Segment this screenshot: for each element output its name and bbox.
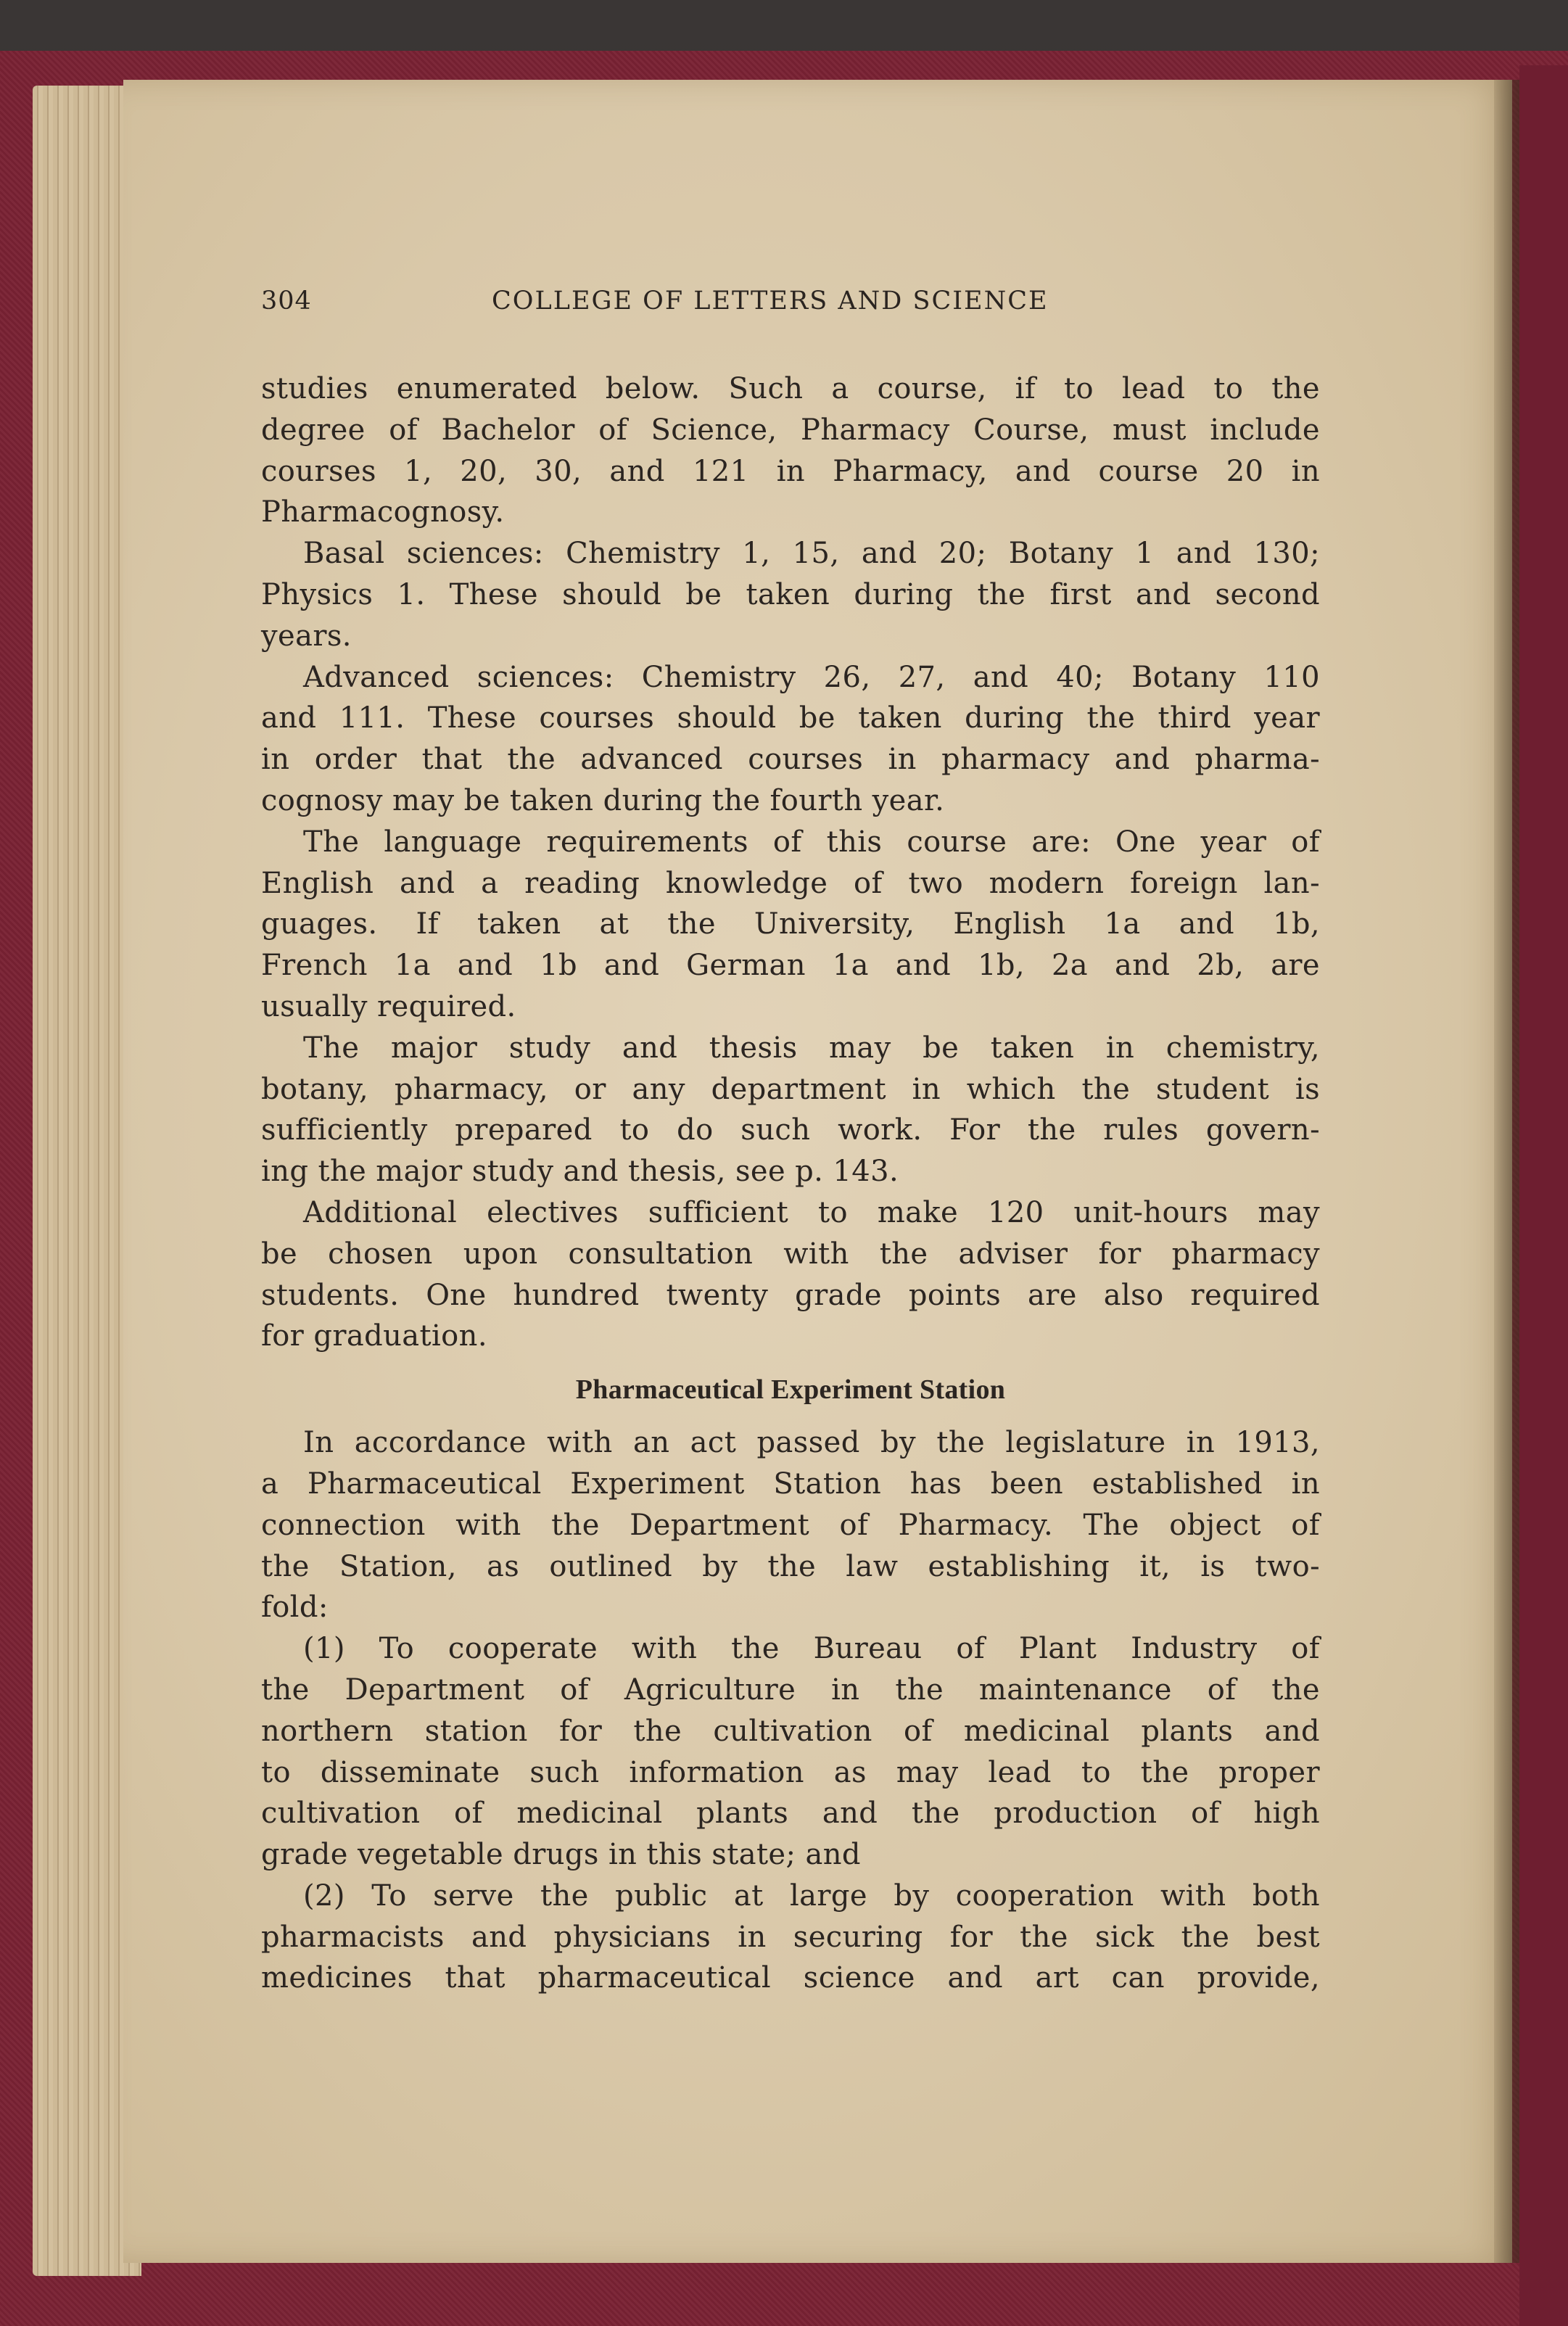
- text-line: (1) To cooperate with the Bureau of Plant Industry of: [303, 1632, 1320, 1666]
- text-line: Additional electives sufficient to make 120 unit-hours may: [303, 1195, 1320, 1229]
- page-number: 304: [261, 286, 312, 316]
- text-line: the Station, as outlined by the law establishing it, is two-: [261, 1549, 1320, 1583]
- text-line: to disseminate such information as may lead to the proper: [261, 1755, 1320, 1789]
- text-line: for graduation.: [261, 1319, 487, 1353]
- text-line: studies enumerated below. Such a course, if to lead to the: [261, 372, 1320, 405]
- page-header: [261, 286, 1320, 316]
- text-line: connection with the Department of Pharmacy. The object of: [261, 1508, 1320, 1542]
- text-line: Physics 1. These should be taken during the first and second: [261, 577, 1320, 611]
- text-line: degree of Bachelor of Science, Pharmacy Course, must include: [261, 413, 1320, 447]
- text-line: The major study and thesis may be taken in chemistry,: [303, 1031, 1320, 1065]
- text-line: English and a reading knowledge of two modern foreign lan-: [261, 866, 1320, 900]
- text-line: Advanced sciences: Chemistry 26, 27, and 40; Botany 110: [303, 660, 1320, 694]
- text-line: cognosy may be taken during the fourth year.: [261, 783, 945, 817]
- page-gutter-shadow: [1494, 80, 1523, 2263]
- section-heading: Pharmaceutical Experiment Station: [575, 1374, 1006, 1406]
- text-line: guages. If taken at the University, English 1a and 1b,: [261, 907, 1320, 941]
- text-line: a Pharmaceutical Experiment Station has been established in: [261, 1467, 1320, 1501]
- text-line: years.: [261, 619, 352, 653]
- text-line: the Department of Agriculture in the maintenance of the: [261, 1673, 1320, 1707]
- text-line: French 1a and 1b and German 1a and 1b, 2a and 2b, are: [261, 949, 1320, 983]
- text-line: ing the major study and thesis, see p. 143.: [261, 1155, 899, 1189]
- text-line: medicines that pharmaceutical science and art can provide,: [261, 1961, 1320, 1995]
- text-line: be chosen upon consultation with the adviser for pharmacy: [261, 1237, 1320, 1271]
- book-cover-right: [1519, 65, 1568, 2326]
- text-line: In accordance with an act passed by the legislature in 1913,: [303, 1426, 1320, 1460]
- text-line: northern station for the cultivation of medicinal plants and: [261, 1714, 1320, 1748]
- text-line: courses 1, 20, 30, and 121 in Pharmacy, and course 20 in: [261, 454, 1320, 488]
- text-line: fold:: [261, 1591, 329, 1625]
- text-line: Pharmacognosy.: [261, 495, 505, 529]
- text-line: (2) To serve the public at large by cooperation with both: [303, 1878, 1320, 1913]
- text-line: students. One hundred twenty grade points are also required: [261, 1278, 1320, 1312]
- running-title: COLLEGE OF LETTERS AND SCIENCE: [492, 286, 1049, 316]
- page-body: [261, 368, 1320, 1999]
- text-line: usually required.: [261, 989, 516, 1023]
- text-line: Basal sciences: Chemistry 1, 15, and 20; Botany 1 and 130;: [303, 537, 1320, 571]
- text-line: The language requirements of this course are: One year of: [303, 825, 1320, 859]
- text-line: cultivation of medicinal plants and the production of high: [261, 1797, 1320, 1831]
- text-line: in order that the advanced courses in pharmacy and pharma-: [261, 743, 1320, 777]
- text-line: pharmacists and physicians in securing for the sick the best: [261, 1920, 1320, 1954]
- text-line: sufficiently prepared to do such work. For the rules govern-: [261, 1113, 1320, 1147]
- text-line: botany, pharmacy, or any department in which the student is: [261, 1072, 1320, 1106]
- text-line: grade vegetable drugs in this state; and: [261, 1838, 861, 1872]
- text-line: and 111. These courses should be taken during the third year: [261, 701, 1320, 735]
